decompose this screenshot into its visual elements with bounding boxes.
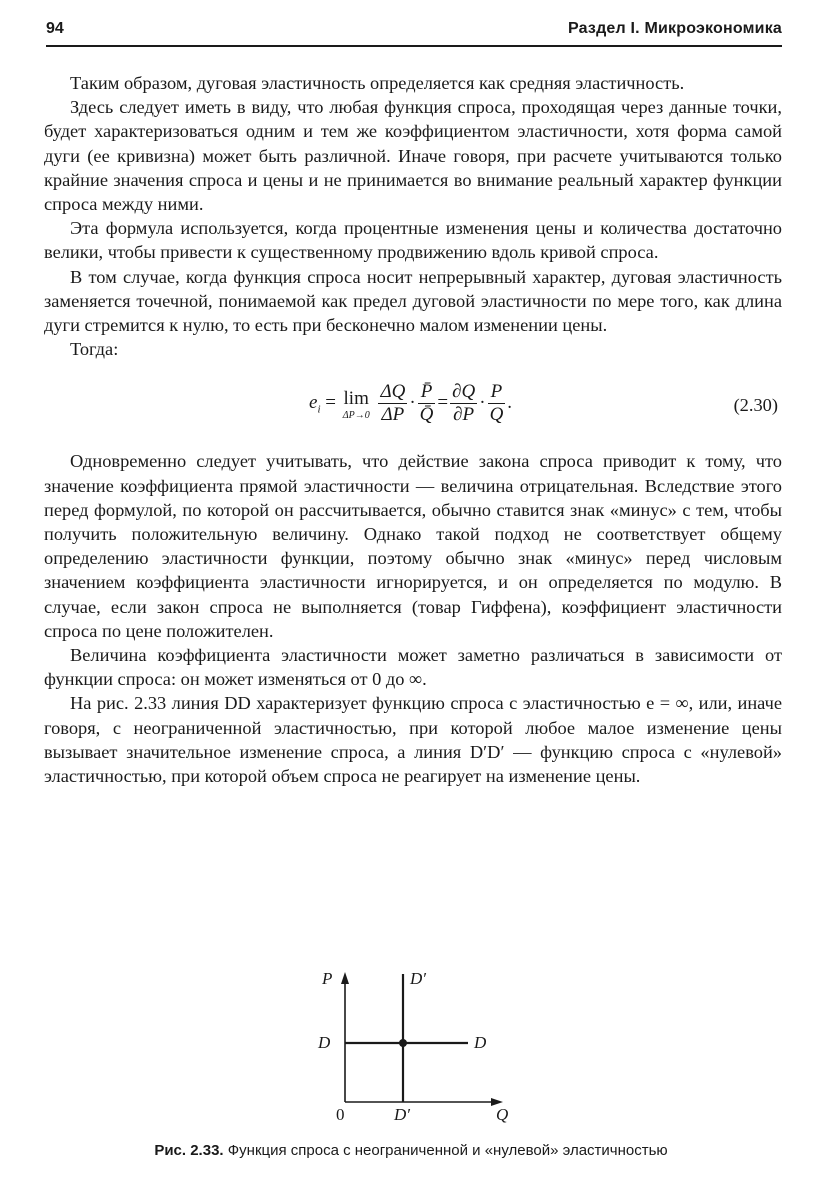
fraction-num: ΔQ bbox=[380, 381, 406, 403]
fraction-num: P̄ bbox=[418, 381, 436, 404]
fraction-pbar-qbar bbox=[418, 381, 436, 426]
paragraph: Таким образом, дуговая эластичность определяется как средняя эластичность. bbox=[70, 73, 685, 93]
figure-caption bbox=[0, 1142, 822, 1159]
label-p: P bbox=[322, 969, 333, 988]
fraction-partial bbox=[450, 381, 477, 426]
formula-lim-word: lim bbox=[343, 387, 369, 409]
paragraph: Величина коэффициента эластичности может заметно различаться в зависимости от функции спроса: он может изменяться от 0 до ∞. bbox=[44, 645, 782, 690]
paragraph: В том случае, когда функция спроса носит непрерывный характер, дуговая эластичность заменяется точечной, понимаемой как предел дуговой эластичности по мере того, как длина дуги стремится к нулю, то есть при бесконечно малом изменении цены. bbox=[44, 266, 782, 336]
fraction-den: Q̄ bbox=[419, 404, 434, 426]
paragraph: Одновременно следует учитывать, что действие закона спроса приводит к тому, что значение коэффициента прямой эластичности — величина отрицательная. Вследствие этого перед формулой, по которой он рассчитывается, обычно ставится знак «минус» с тем, чтобы получить положительную величину. Однако такой подход не соответствует общему определению эластичности функции, поэтому обычно знак «минус» перед числовым значением коэффициента эластичности игнорируется, и он определяется по модулю. В случае, если закон спроса не выполняется (товар Гиффена), коэффициент эластичности спроса по цене положителен. bbox=[44, 451, 782, 641]
intersection-point bbox=[399, 1039, 407, 1047]
header-rule bbox=[46, 45, 782, 47]
page-number: 94 bbox=[46, 20, 64, 37]
label-q: Q bbox=[496, 1105, 509, 1124]
fraction-num: ∂Q bbox=[452, 381, 476, 403]
equation-number: (2.30) bbox=[733, 395, 778, 416]
running-title: Раздел I. Микроэкономика bbox=[567, 20, 782, 37]
formula-end: . bbox=[507, 392, 513, 414]
formula-equals: = bbox=[437, 392, 449, 414]
body-text bbox=[44, 71, 782, 788]
formula-dot: · bbox=[409, 392, 416, 414]
formula-lim-sub: ΔP→0 bbox=[342, 410, 370, 422]
label-dprime-top: D′ bbox=[410, 969, 426, 988]
caption-text: Функция спроса с неограниченной и «нулевой» эластичностью bbox=[227, 1142, 668, 1159]
fraction-num: P bbox=[488, 381, 506, 404]
figure-2-33 bbox=[300, 960, 520, 1130]
label-origin: 0 bbox=[336, 1105, 345, 1124]
fraction-den: Q bbox=[489, 404, 504, 426]
label-d-right: D bbox=[474, 1033, 487, 1052]
fraction-den: ΔP bbox=[381, 404, 405, 426]
label-d-left: D bbox=[318, 1033, 331, 1052]
formula-row bbox=[44, 365, 782, 445]
paragraph: Эта формула используется, когда процентные изменения цены и количества достаточно велики, чтобы привести к существенному продвижению вдоль кривой спроса. bbox=[44, 218, 782, 263]
fraction-dq-dp bbox=[378, 381, 407, 426]
paragraph: На рис. 2.33 линия DD характеризует функцию спроса с эластичностью e = ∞, или, иначе говоря, с неограниченной эластичностью, при которой любое малое изменение цены вызывает значительное изменение спроса, а линия D′D′ — функцию спроса с «нулевой» эластичностью, при которой объем спроса не реагирует на изменение цены. bbox=[44, 693, 782, 787]
formula-lhs: e bbox=[309, 392, 318, 414]
paragraph: Тогда: bbox=[70, 339, 119, 360]
formula-lhs-sub: i bbox=[317, 404, 321, 417]
label-dprime-bottom: D′ bbox=[394, 1105, 410, 1124]
formula-2-30 bbox=[309, 381, 512, 426]
formula-dot: · bbox=[479, 392, 486, 414]
caption-prefix: Рис. 2.33. bbox=[154, 1142, 224, 1159]
demand-elasticity-diagram bbox=[300, 960, 520, 1130]
page-header bbox=[46, 20, 782, 44]
fraction-p-q bbox=[488, 381, 506, 426]
formula-equals: = bbox=[325, 392, 336, 414]
paragraph: Здесь следует иметь в виду, что любая функция спроса, проходящая через данные точки, будет характеризоваться одним и тем же коэффициентом эластичности, хотя форма самой дуги (ее кривизна) может быть различной. Иначе говоря, при расчете учитываются только крайние значения спроса и цены и не принимается во внимание реальный характер функции спроса между ними. bbox=[44, 97, 782, 215]
p-axis-arrow bbox=[341, 972, 349, 984]
fraction-den: ∂P bbox=[453, 404, 475, 426]
formula-limit bbox=[343, 387, 370, 421]
